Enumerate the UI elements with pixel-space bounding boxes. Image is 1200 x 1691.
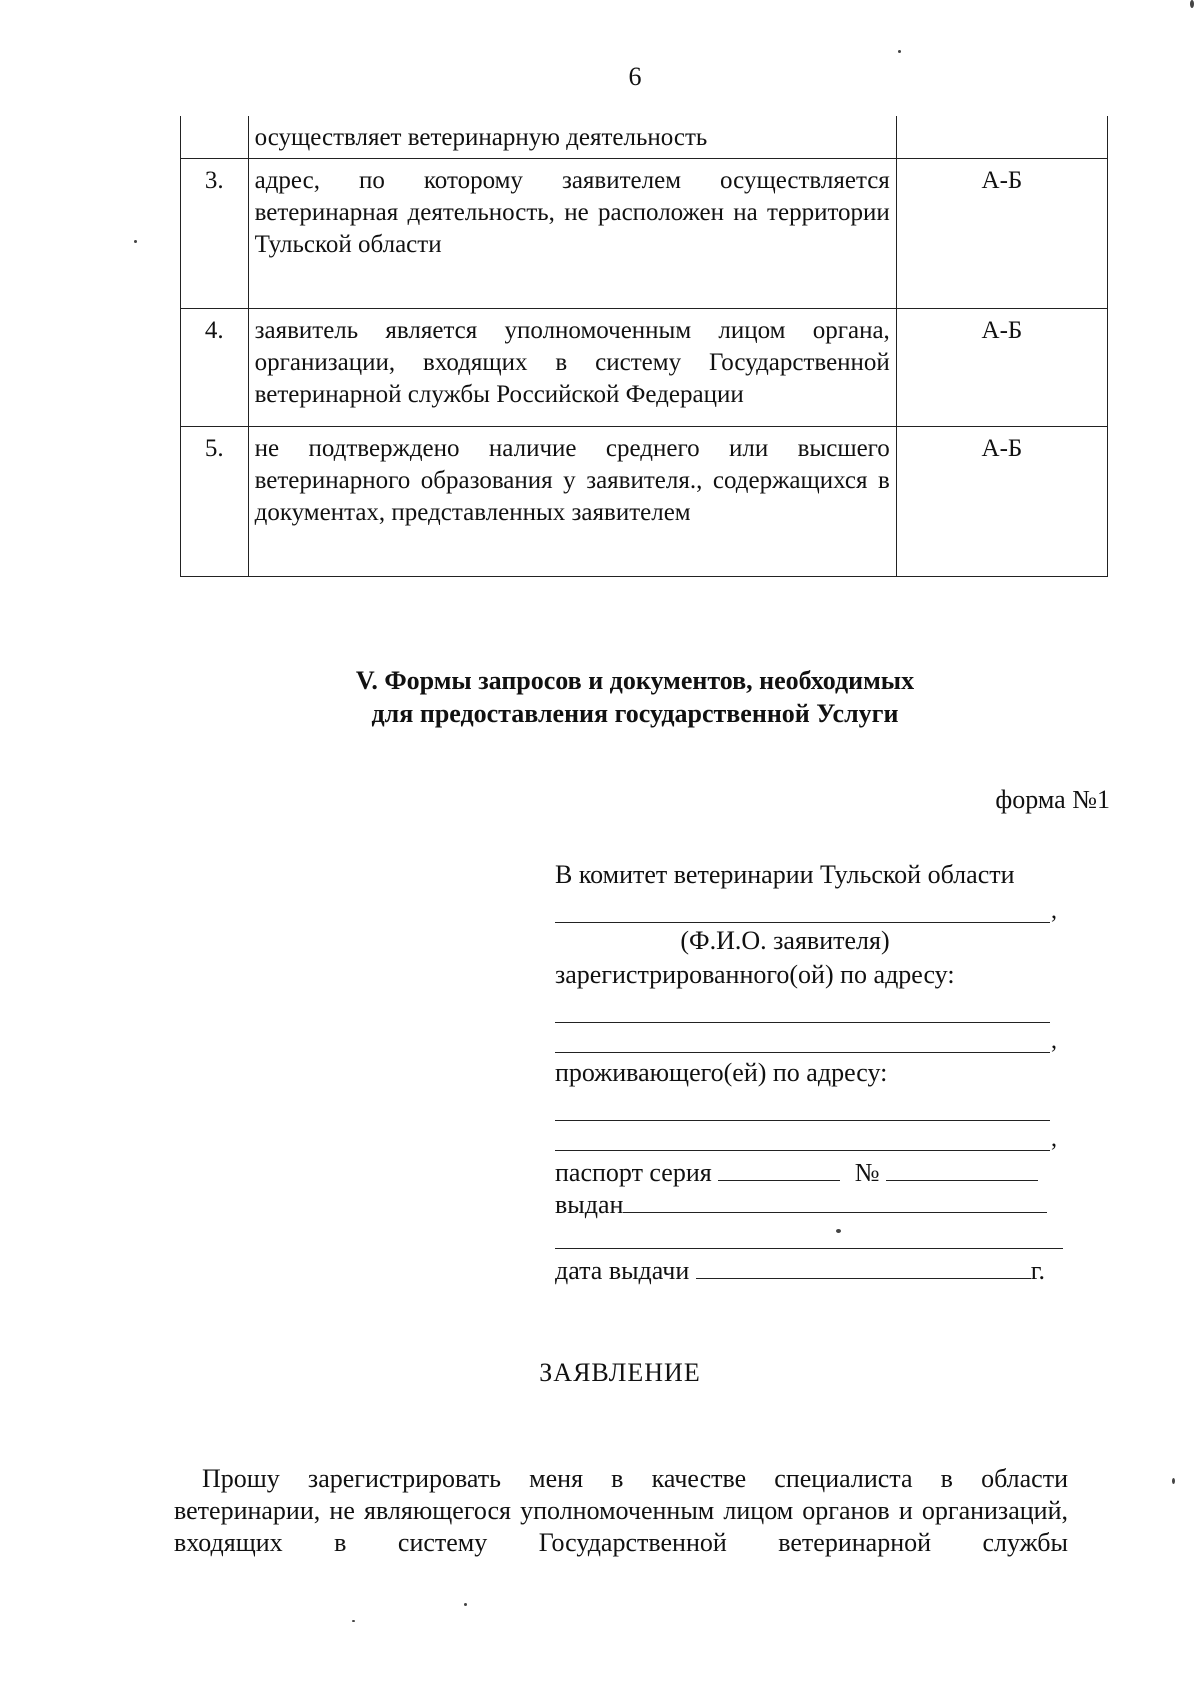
row-code: А-Б xyxy=(896,159,1107,309)
row-number: 5. xyxy=(181,427,249,577)
registered-address-label: зарегистрированного(ой) по адресу: xyxy=(555,960,955,989)
issue-date-label: дата выдачи xyxy=(555,1256,690,1285)
row-code: А-Б xyxy=(896,309,1107,427)
living-address-label: проживающего(ей) по адресу: xyxy=(555,1058,888,1087)
issued-label: выдан xyxy=(555,1190,624,1219)
issued-line-2 xyxy=(555,1248,1063,1249)
row-number: 3. xyxy=(181,159,249,309)
issued-field[interactable] xyxy=(623,1188,1047,1213)
table-row xyxy=(181,309,1108,427)
passport-number-field[interactable] xyxy=(886,1156,1038,1181)
page-number: 6 xyxy=(628,62,642,91)
living-address-line-1 xyxy=(555,1120,1050,1121)
fio-hint: (Ф.И.О. заявителя) xyxy=(680,926,890,955)
passport-series-label: паспорт серия xyxy=(555,1158,712,1187)
passport-line xyxy=(555,1156,1038,1188)
table-row xyxy=(181,116,1108,159)
year-suffix: г. xyxy=(1030,1256,1046,1285)
addressee-text: В комитет ветеринарии Тульской области xyxy=(555,860,1015,889)
scan-speck xyxy=(134,240,137,243)
issued-line xyxy=(555,1188,1047,1220)
section-title xyxy=(0,664,1200,730)
row-code xyxy=(896,116,1107,159)
statement-body: Прошу зарегистрировать меня в качестве специалиста в области ветеринарии, не являющегося уполномоченным лицом органов и организаций, входящих в систему Государственной ветеринарной службы xyxy=(174,1464,1068,1557)
scan-speck xyxy=(898,50,901,53)
row-text: не подтверждено наличие среднего или высшего ветеринарного образования у заявителя., содержащихся в документах, представленных заявителем xyxy=(248,427,896,577)
statement-heading: ЗАЯВЛЕНИЕ xyxy=(539,1358,701,1387)
scan-speck xyxy=(1190,0,1194,8)
row-text: осуществляет ветеринарную деятельность xyxy=(248,116,896,159)
issue-date-field[interactable] xyxy=(696,1254,1031,1279)
living-address-line-2 xyxy=(555,1150,1050,1151)
row-number: 4. xyxy=(181,309,249,427)
issue-date-line xyxy=(555,1254,1045,1286)
passport-number-label: № xyxy=(854,1158,880,1187)
living-address-comma: , xyxy=(1051,1126,1057,1152)
passport-series-field[interactable] xyxy=(718,1156,840,1181)
registered-address-line-2 xyxy=(555,1052,1050,1053)
form-number-label: форма №1 xyxy=(995,785,1110,814)
row-text: заявитель является уполномоченным лицом органа, организации, входящих в систему Государственной ветеринарной службы Российской Федерации xyxy=(248,309,896,427)
fio-field-line xyxy=(555,922,1050,923)
row-text: адрес, по которому заявителем осуществляется ветеринарная деятельность, не расположен на территории Тульской области xyxy=(248,159,896,309)
row-code: А-Б xyxy=(896,427,1107,577)
scan-speck xyxy=(1172,1478,1175,1484)
scan-speck xyxy=(836,1229,841,1233)
row-number xyxy=(181,116,249,159)
scan-speck xyxy=(352,1620,355,1622)
section-title-line-1: V. Формы запросов и документов, необходимых xyxy=(355,666,915,695)
criteria-table xyxy=(180,116,1108,577)
scan-speck xyxy=(464,1603,467,1606)
fio-field-comma: , xyxy=(1051,898,1057,924)
registered-address-line-1 xyxy=(555,1022,1050,1023)
table-row xyxy=(181,427,1108,577)
registered-address-comma: , xyxy=(1051,1028,1057,1054)
table-row xyxy=(181,159,1108,309)
section-title-line-2: для предоставления государственной Услуги xyxy=(371,699,899,728)
